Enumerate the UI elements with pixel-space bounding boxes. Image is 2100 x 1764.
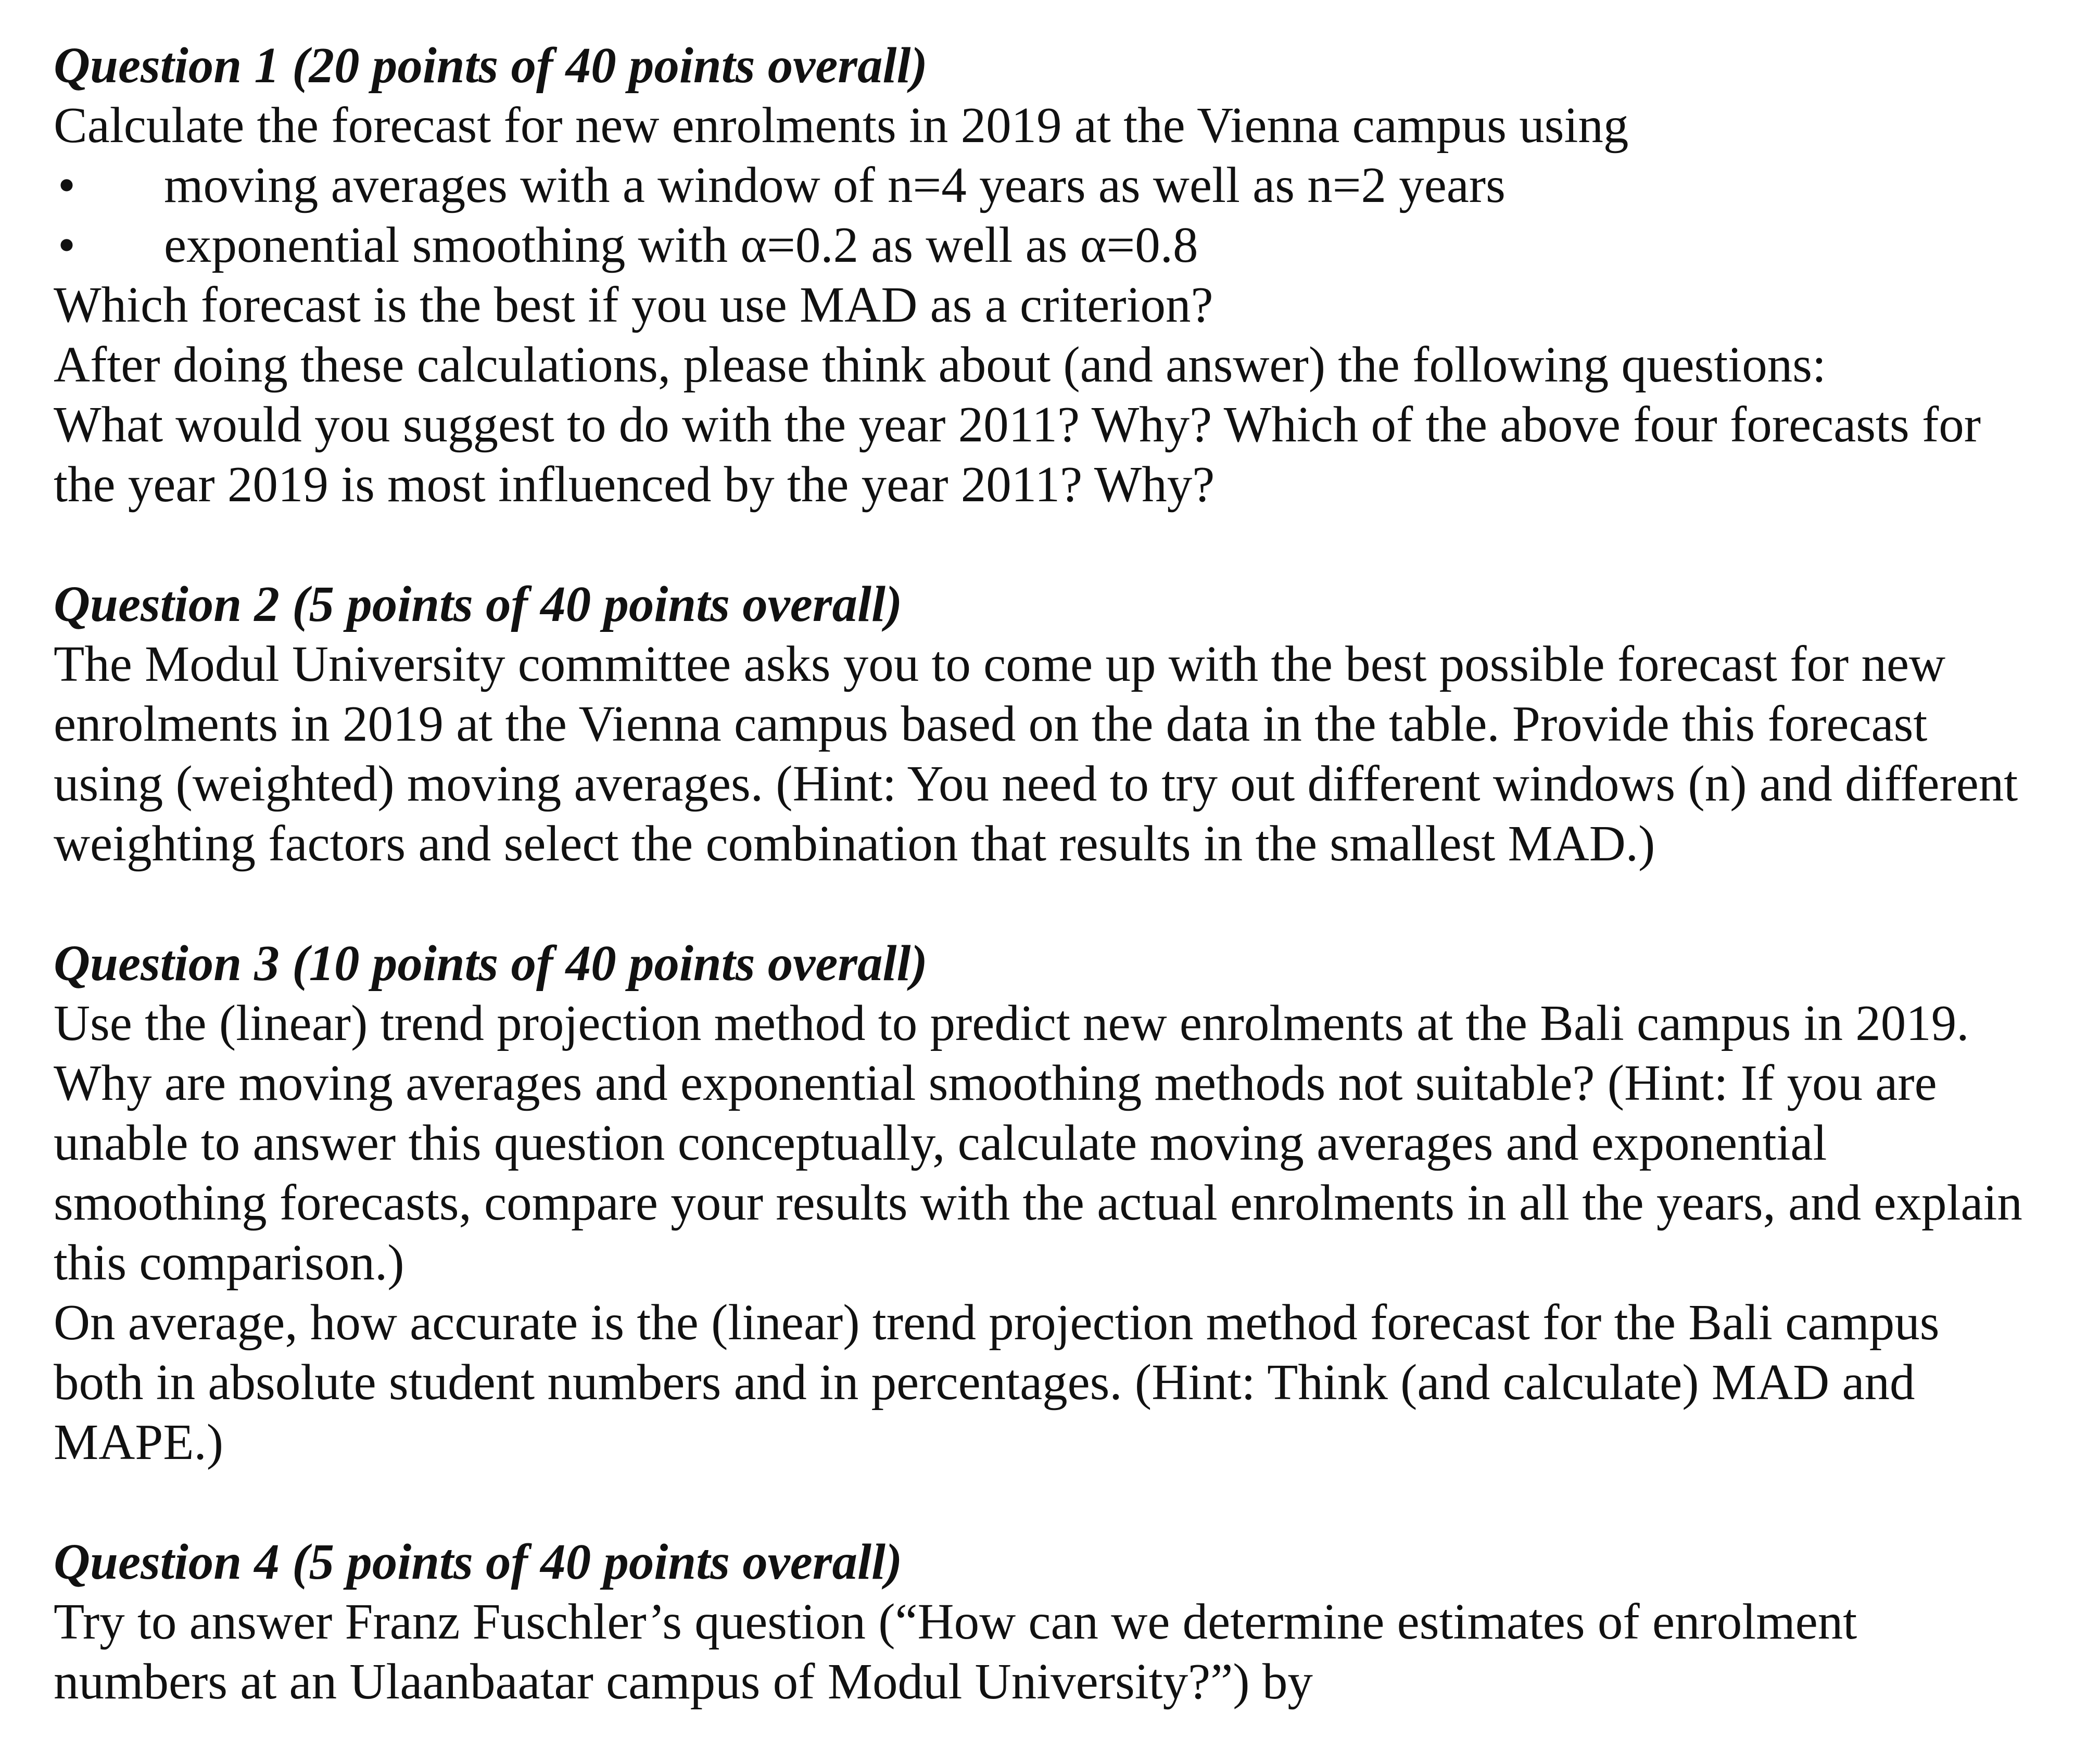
question-2-line: enrolments in 2019 at the Vienna campus based on the data in the table. Provide this forecast xyxy=(54,696,1928,752)
bullet-text: moving averages with a window of n=4 years as well as n=2 years xyxy=(164,157,1506,213)
section-spacer xyxy=(54,514,2073,574)
question-3-line: smoothing forecasts, compare your results with the actual enrolments in all the years, and explain xyxy=(54,1175,2022,1230)
question-3 xyxy=(54,933,2073,1472)
section-spacer xyxy=(54,873,2073,933)
question-1-intro: Calculate the forecast for new enrolments in 2019 at the Vienna campus using xyxy=(54,97,1629,153)
question-3-line: this comparison.) xyxy=(54,1235,404,1290)
bullet-text: exponential smoothing with α=0.2 as well as α=0.8 xyxy=(164,217,1198,273)
question-2-line: The Modul University committee asks you to come up with the best possible forecast for new xyxy=(54,636,1946,692)
question-3-line: On average, how accurate is the (linear) trend projection method forecast for the Bali campus xyxy=(54,1295,1940,1350)
question-1-line: What would you suggest to do with the year 2011? Why? Which of the above four forecasts for xyxy=(54,397,1981,452)
question-1-line: Which forecast is the best if you use MAD as a criterion? xyxy=(54,277,1213,333)
question-1-heading: Question 1 (20 points of 40 points overall) xyxy=(54,37,928,93)
question-3-heading: Question 3 (10 points of 40 points overall) xyxy=(54,935,928,991)
question-1-line: After doing these calculations, please think about (and answer) the following questions: xyxy=(54,337,1826,392)
question-2-heading: Question 2 (5 points of 40 points overall) xyxy=(54,576,903,632)
bullet-icon: • xyxy=(58,217,75,273)
question-4-line: numbers at an Ulaanbaatar campus of Modul University?”) by xyxy=(54,1654,1313,1709)
assignment-page xyxy=(54,35,2073,1711)
question-3-line: Use the (linear) trend projection method to predict new enrolments at the Bali campus in 2019. xyxy=(54,995,1969,1051)
question-2 xyxy=(54,574,2073,873)
section-spacer xyxy=(54,1472,2073,1532)
question-3-line: MAPE.) xyxy=(54,1414,224,1470)
question-3-line: Why are moving averages and exponential smoothing methods not suitable? (Hint: If you are xyxy=(54,1055,1937,1111)
question-1-line: the year 2019 is most influenced by the year 2011? Why? xyxy=(54,456,1215,512)
question-4-line: Try to answer Franz Fuschler’s question (“How can we determine estimates of enrolment xyxy=(54,1594,1857,1649)
question-2-line: weighting factors and select the combination that results in the smallest MAD.) xyxy=(54,816,1655,871)
question-4 xyxy=(54,1532,2073,1711)
question-3-line: unable to answer this question conceptually, calculate moving averages and exponential xyxy=(54,1115,1827,1171)
bullet-icon: • xyxy=(58,157,75,213)
question-4-heading: Question 4 (5 points of 40 points overall) xyxy=(54,1534,903,1590)
question-3-line: both in absolute student numbers and in percentages. (Hint: Think (and calculate) MAD and xyxy=(54,1354,1915,1410)
question-1 xyxy=(54,35,2073,514)
question-1-bullet-1 xyxy=(54,155,2073,215)
question-2-line: using (weighted) moving averages. (Hint: You need to try out different windows (n) and different xyxy=(54,756,2018,811)
question-1-bullet-2 xyxy=(54,215,2073,275)
